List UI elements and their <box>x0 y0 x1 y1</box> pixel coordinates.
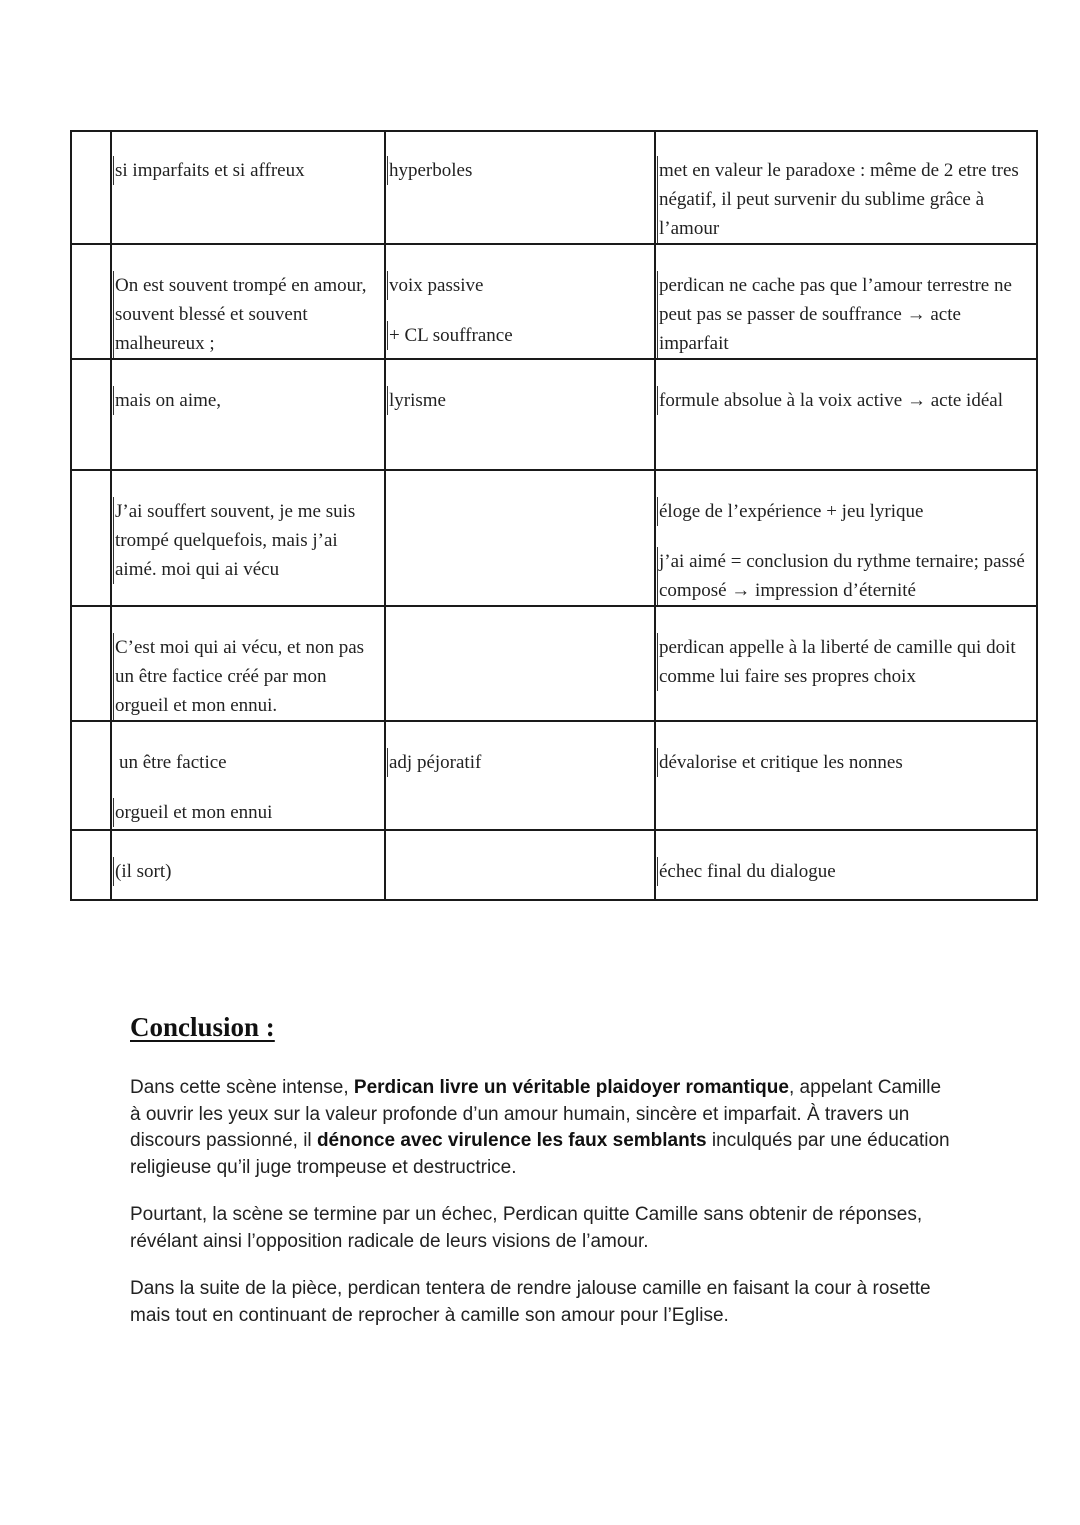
device-text: hyperboles <box>387 156 652 185</box>
quote-cell <box>111 470 385 606</box>
device-text: adj péjoratif <box>387 748 652 777</box>
text-run: inculqués par une éducation religieuse qu’il juge trompeuse et destructrice. <box>130 1130 950 1178</box>
bold-phrase: Perdican livre un véritable plaidoyer romantique <box>353 1077 789 1098</box>
conclusion-body <box>130 1075 950 1350</box>
row-margin-cell <box>71 244 111 359</box>
device-cell <box>385 359 655 470</box>
effect-cell <box>655 830 1037 900</box>
quote-text: un être factice <box>119 752 227 773</box>
effect-text: formule absolue à la voix active → acte idéal <box>657 386 1034 415</box>
quote-cell <box>111 131 385 244</box>
row-margin-cell <box>71 359 111 470</box>
table-row <box>71 721 1037 830</box>
device-cell <box>385 470 655 606</box>
table-row <box>71 131 1037 244</box>
device-cell <box>385 244 655 359</box>
effect-cell <box>655 244 1037 359</box>
bold-phrase: dénonce avec virulence les faux semblants <box>316 1130 707 1151</box>
table-row <box>71 830 1037 900</box>
quote-text: orgueil et mon ennui <box>113 798 382 827</box>
device-text: lyrisme <box>387 386 652 415</box>
device-cell <box>385 721 655 830</box>
conclusion-paragraph-1 <box>130 1075 950 1181</box>
effect-text: dévalorise et critique les nonnes <box>657 748 1034 777</box>
analysis-table <box>70 130 1038 901</box>
device-text: voix passive <box>387 271 652 300</box>
quote-text: J’ai souffert souvent, je me suis trompé quelquefois, mais j’ai aimé. moi qui ai vécu <box>113 497 382 584</box>
row-margin-cell <box>71 830 111 900</box>
effect-cell <box>655 470 1037 606</box>
quote-text: mais on aime, <box>113 386 382 415</box>
table-row <box>71 606 1037 721</box>
quote-text: On est souvent trompé en amour, souvent blessé et souvent malheureux ; <box>113 271 382 358</box>
row-margin-cell <box>71 131 111 244</box>
device-cell <box>385 606 655 721</box>
effect-cell <box>655 131 1037 244</box>
quote-text: si imparfaits et si affreux <box>113 156 382 185</box>
effect-text: éloge de l’expérience + jeu lyrique <box>657 497 1034 526</box>
row-margin-cell <box>71 470 111 606</box>
quote-cell <box>111 244 385 359</box>
conclusion-paragraph-2: Pourtant, la scène se termine par un échec, Perdican quitte Camille sans obtenir de réponses, révélant ainsi l’opposition radicale de leurs visions de l’amour. <box>130 1204 923 1252</box>
quote-text: C’est moi qui ai vécu, et non pas un être factice créé par mon orgueil et mon ennui. <box>113 633 382 720</box>
table-row <box>71 359 1037 470</box>
conclusion-heading: Conclusion : <box>130 1012 275 1042</box>
row-margin-cell <box>71 721 111 830</box>
effect-cell <box>655 359 1037 470</box>
quote-text: (il sort) <box>113 857 382 886</box>
effect-text: perdican ne cache pas que l’amour terrestre ne peut pas se passer de souffrance → acte imparfait <box>657 271 1034 358</box>
effect-text: perdican appelle à la liberté de camille qui doit comme lui faire ses propres choix <box>657 633 1034 691</box>
text-run: Dans cette scène intense, <box>130 1077 354 1098</box>
effect-text: échec final du dialogue <box>657 857 1034 886</box>
row-margin-cell <box>71 606 111 721</box>
effect-text: met en valeur le paradoxe : même de 2 etre tres négatif, il peut survenir du sublime grâce à l’amour <box>657 156 1034 243</box>
quote-cell <box>111 721 385 830</box>
device-cell <box>385 830 655 900</box>
effect-text: j’ai aimé = conclusion du rythme ternaire; passé composé → impression d’éternité <box>657 547 1034 605</box>
quote-cell <box>111 606 385 721</box>
conclusion-paragraph-3: Dans la suite de la pièce, perdican tentera de rendre jalouse camille en faisant la cour à rosette mais tout en continuant de reprocher à camille son amour pour l’Eglise. <box>130 1278 931 1326</box>
table-row <box>71 244 1037 359</box>
quote-cell <box>111 830 385 900</box>
effect-cell <box>655 606 1037 721</box>
device-cell <box>385 131 655 244</box>
text-run: , appelant Camille à ouvrir les yeux sur la valeur profonde d’un amour humain, sincère et imparfait. À travers un discours passionné, il <box>130 1077 942 1151</box>
device-text: + CL souffrance <box>387 321 652 350</box>
quote-cell <box>111 359 385 470</box>
effect-cell <box>655 721 1037 830</box>
table-row <box>71 470 1037 606</box>
